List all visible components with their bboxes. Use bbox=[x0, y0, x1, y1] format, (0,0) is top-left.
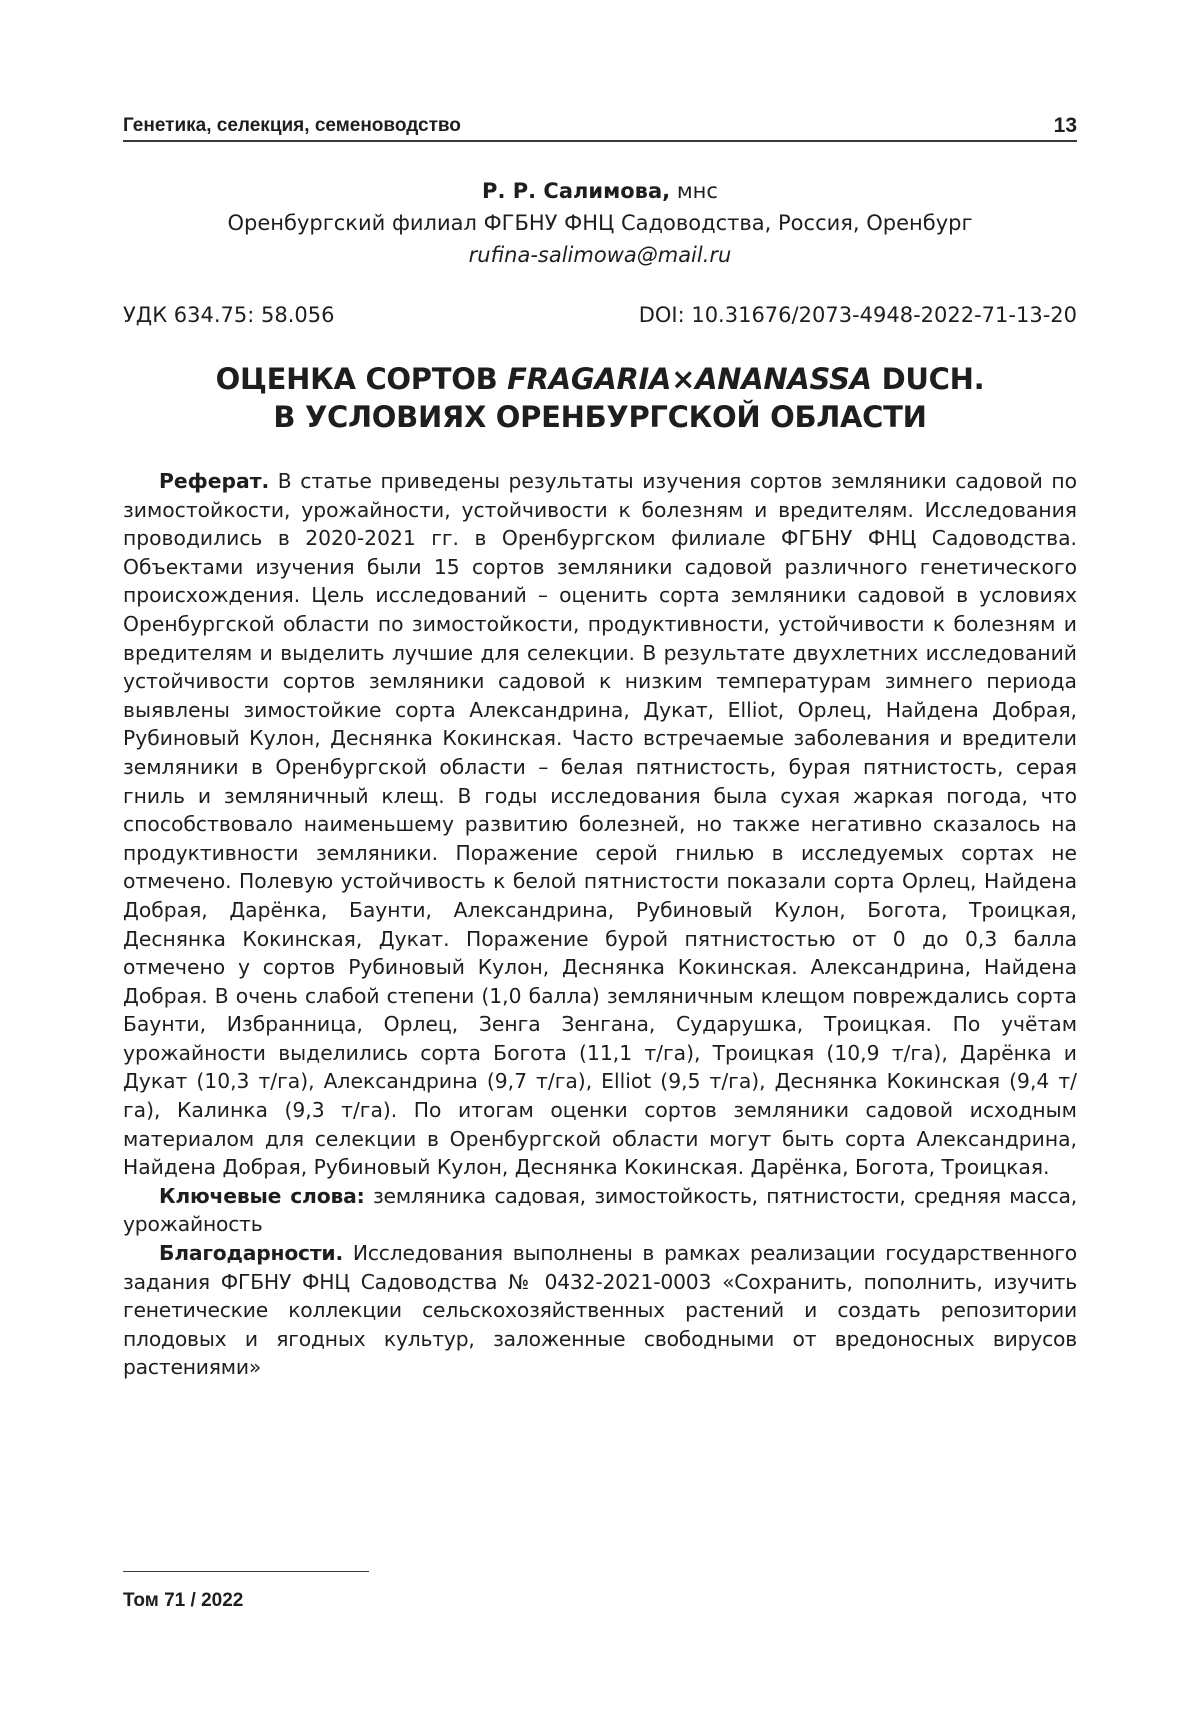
page-number: 13 bbox=[1053, 114, 1077, 137]
author-email: rufina-salimowa@mail.ru bbox=[468, 243, 732, 267]
author-block bbox=[123, 175, 1077, 271]
keywords-label: Ключевые слова: bbox=[159, 1183, 365, 1208]
abstract-paragraph bbox=[123, 467, 1077, 1182]
author-name: Р. Р. Салимова, bbox=[482, 179, 671, 203]
acknowledgements-paragraph bbox=[123, 1239, 1077, 1382]
author-affiliation: Оренбургский филиал ФГБНУ ФНЦ Садоводства, Россия, Оренбург bbox=[227, 211, 973, 235]
author-position: мнс bbox=[676, 179, 718, 203]
author-line bbox=[123, 175, 1077, 207]
article-title bbox=[123, 360, 1077, 436]
running-header bbox=[123, 112, 1077, 142]
abstract-label: Реферат. bbox=[159, 469, 270, 493]
volume-footer: Том 71 / 2022 bbox=[123, 1590, 244, 1611]
title-species: FRAGARIA×ANANASSA bbox=[507, 362, 872, 396]
article-identifiers bbox=[123, 298, 1077, 332]
title-line-1 bbox=[123, 360, 1077, 398]
acknowledgements-text: Исследования выполнены в рамках реализации государственного задания ФГБНУ ФНЦ Садоводства № 0432-2021-0003 «Сохранить, пополнить, изучить генетические коллекции сельскохозяйственных растений и создать репозитории плодовых и ягодных культур, заложенные свободными от вредоносных вирусов растениями» bbox=[123, 1241, 1077, 1380]
title-part-2: DUCH. bbox=[871, 362, 985, 396]
title-part-1: ОЦЕНКА СОРТОВ bbox=[215, 362, 508, 396]
udk-code: УДК 634.75: 58.056 bbox=[123, 303, 335, 327]
article-body bbox=[123, 467, 1077, 1382]
keywords-paragraph bbox=[123, 1182, 1077, 1239]
acknowledgements-label: Благодарности. bbox=[159, 1241, 343, 1266]
journal-section-title: Генетика, селекция, семеноводство bbox=[123, 115, 461, 136]
footer-divider bbox=[123, 1571, 369, 1572]
keywords-text: земляника садовая, зимостойкость, пятнистости, средняя масса, урожайность bbox=[123, 1183, 1077, 1237]
title-line-2: В УСЛОВИЯХ ОРЕНБУРГСКОЙ ОБЛАСТИ bbox=[273, 400, 927, 434]
doi: DOI: 10.31676/2073-4948-2022-71-13-20 bbox=[638, 303, 1077, 327]
abstract-text: В статье приведены результаты изучения сортов земляники садовой по зимостойкости, урожайности, устойчивости к болезням и вредителям. Исследования проводились в 2020-2021 гг. в Оренбургском филиале ФГБНУ ФНЦ Садоводства. Объектами изучения были 15 сортов земляники садовой различного генетического происхождения. Цель исследований – оценить сорта земляники садовой в условиях Оренбургской области по зимостойкости, продуктивности, устойчивости к болезням и вредителям и выделить лучшие для селекции. В результате двухлетних исследований устойчивости сортов земляники садовой к низким температурам зимнего периода выявлены зимостойкие сорта Александрина, Дукат, Elliot, Орлец, Найдена Добрая, Рубиновый Кулон, Деснянка Кокинская. Часто встречаемые заболевания и вредители земляники в Оренбургской области – белая пятнистость, бурая пятнистость, серая гниль и земляничный клещ. В годы исследования была сухая жаркая погода, что способствовало наименьшему развитию болезней, но также негативно сказалось на продуктивности земляники. Поражение серой гнилью в исследуемых сортах не отмечено. Полевую устойчивость к белой пятнистости показали сорта Орлец, Найдена Добрая, Дарёнка, Баунти, Александрина, Рубиновый Кулон, Богота, Троицкая, Деснянка Кокинская, Дукат. Поражение бурой пятнистостью от 0 до 0,3 балла отмечено у сортов Рубиновый Кулон, Деснянка Кокинская. Александрина, Найдена Добрая. В очень слабой степени (1,0 балла) земляничным клещом повреждались сорта Баунти, Избранница, Орлец, Зенга Зенгана, Сударушка, Троицкая. По учётам урожайности выделились сорта Богота (11,1 т/га), Троицкая (10,9 т/га), Дарёнка и Дукат (10,3 т/га), Александрина (9,7 т/га), Elliot (9,5 т/га), Деснянка Кокинская (9,4 т/га), Калинка (9,3 т/га). По итогам оценки сортов земляники садовой исходным материалом для селекции в Оренбургской области могут быть сорта Александрина, Найдена Добрая, Рубиновый Кулон, Деснянка Кокинская. Дарёнка, Богота, Троицкая. bbox=[123, 469, 1078, 1180]
